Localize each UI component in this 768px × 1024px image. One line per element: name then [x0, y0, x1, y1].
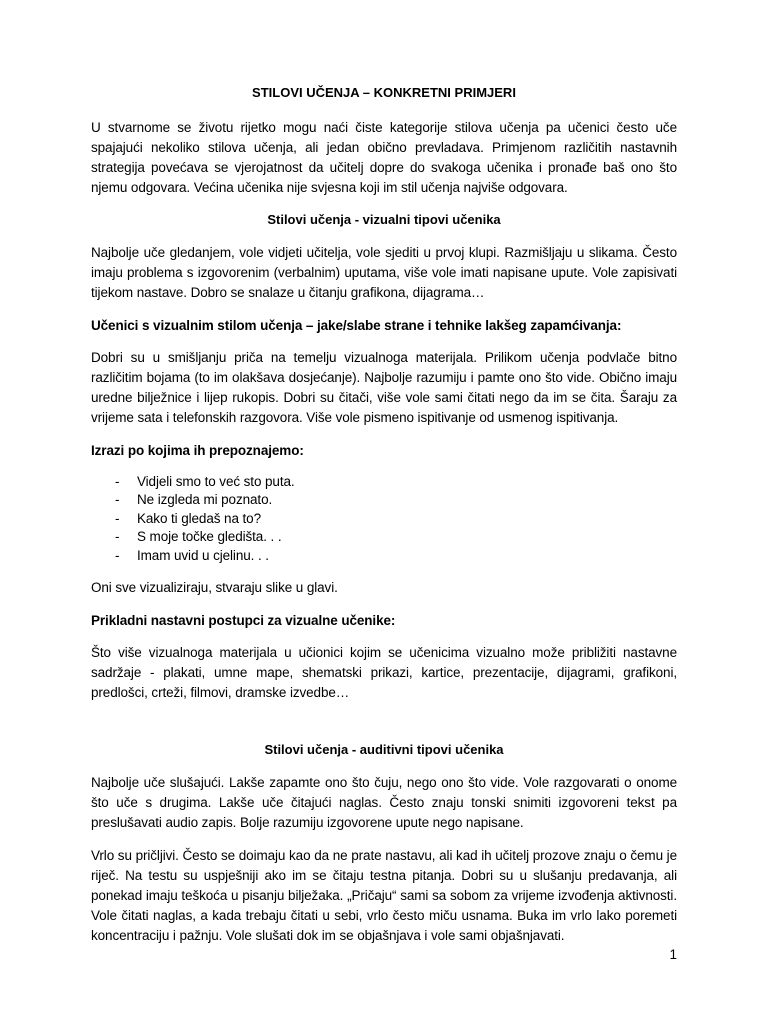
auditory-paragraph-1: Najbolje uče slušajući. Lakše zapamte ono što čuju, nego ono što vide. Vole razgovarati o onome što uče s drugima. Lakše uče čitajući naglas. Često znaju tonski snimiti izgovoreni tekst pa preslušavati audio zapis. Bolje razumiju izgovorene upute nego napisane. [91, 775, 677, 831]
auditory-paragraph-2: Vrlo su pričljivi. Često se doimaju kao da ne prate nastavu, ali kad ih učitelj prozove znaju o čemu je riječ. Na testu su uspješniji ako im se čitaju testna pitanja. Dobri su u slušanju predavanja, ali ponekad imaju teškoća u pisanju bilježaka. „Pričaju“ sami sa sobom za vrijeme izvođenja aktivnosti. Vole čitati naglas, a kada trebaju čitati u sebi, vrlo često miču usnama. Buka im vrlo lako poremeti koncentraciju i pažnju. Vole slušati dok im se objašnjava i vole sami objašnjavati. [91, 848, 677, 944]
list-item-text: Kako ti gledaš na to? [137, 510, 261, 526]
list-item-text: Imam uvid u cjelinu. . . [137, 547, 269, 563]
list-item [115, 473, 677, 491]
page-number: 1 [669, 947, 677, 962]
list-item-text: Ne izgleda mi poznato. [137, 492, 273, 508]
visual-section-heading: Stilovi učenja - vizualni tipovi učenika [267, 212, 501, 227]
bullet-dash: - [115, 474, 120, 489]
bullet-dash: - [115, 529, 120, 545]
bullet-dash: - [115, 492, 120, 508]
document-title: STILOVI UČENJA – KONKRETNI PRIMJERI [252, 85, 516, 100]
visual-summary-paragraph: Oni sve vizualiziraju, stvaraju slike u glavi. [91, 580, 338, 596]
list-item [115, 491, 677, 509]
list-item [115, 547, 677, 565]
auditory-section-heading: Stilovi učenja - auditivni tipovi učenika [264, 742, 504, 758]
list-item-text: S moje točke gledišta. . . [137, 529, 282, 545]
visual-description-paragraph: Najbolje uče gledanjem, vole vidjeti učitelja, vole sjediti u prvoj klupi. Razmišljaju u slikama. Često imaju problema s izgovorenim (verbalnim) uputama, više vole imati napisane upute. Vole zapisivati tijekom nastave. Dobro se snalaze u čitanju grafikona, dijagrama… [91, 245, 677, 300]
intro-paragraph: U stvarnome se životu rijetko mogu naći čiste kategorije stilova učenja pa učenici često uče spajajući nekoliko stilova učenja, ali jedan obično prevladava. Primjenom različitih nastavnih strategija povećava se vjerojatnost da učitelj dopre do svakoga učenika i pronađe baš ono što njemu odgovara. Većina učenika nije svjesna koji im stil učenja najviše odgovara. [91, 120, 677, 195]
bullet-dash: - [115, 547, 120, 563]
visual-methods-paragraph: Što više vizualnoga materijala u učionici kojim se učenicima vizualno može približiti nastavne sadržaje - plakati, umne mape, shematski prikazi, kartice, prezentacije, dijagrami, grafikoni, predlošci, crteži, filmovi, dramske izvedbe… [91, 645, 677, 701]
list-item-text: Vidjeli smo to već sto puta. [137, 474, 295, 489]
expressions-heading: Izrazi po kojima ih prepoznajemo: [91, 443, 304, 458]
visual-strengths-heading: Učenici s vizualnim stilom učenja – jake/slabe strane i tehnike lakšeg zapamćivanja: [91, 318, 622, 333]
expressions-list [91, 473, 677, 565]
visual-strengths-paragraph: Dobri su u smišljanju priča na temelju vizualnoga materijala. Prilikom učenja podvlače bitno različitim bojama (to im olakšava dosjećanje). Najbolje razumiju i pamte ono što vide. Obično imaju uredne bilježnice i lijep rukopis. Dobri su čitači, više vole sami čitati nego da im se čita. Šaraju za vrijeme sata i telefonskih razgovora. Više vole pismeno ispitivanje od usmenog ispitivanja. [91, 350, 677, 425]
bullet-dash: - [115, 510, 120, 526]
visual-methods-heading: Prikladni nastavni postupci za vizualne učenike: [91, 613, 396, 629]
list-item [115, 528, 677, 546]
list-item [115, 510, 677, 528]
